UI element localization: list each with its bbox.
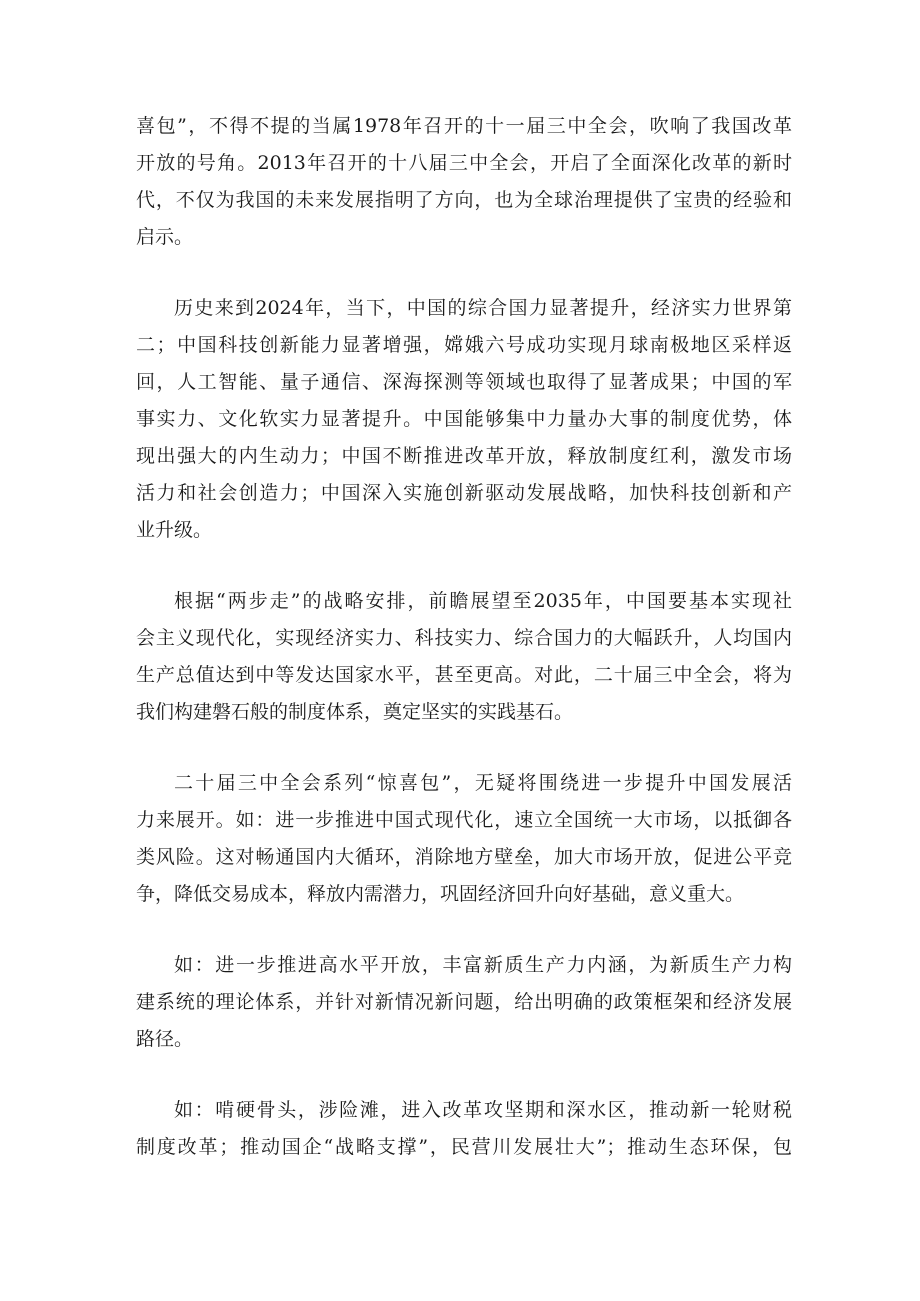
text-line: 路径。 <box>136 1028 194 1050</box>
document-body <box>136 108 792 1166</box>
paragraph-2 <box>136 290 792 549</box>
paragraph-4 <box>136 765 792 913</box>
text-line: 喜包”，不得不提的当属1978年召开的十一届三中全会，吹响了我国改革 <box>136 115 792 137</box>
text-line: 力来展开。如：进一步推进中国式现代化，速立全国统一大市场，以抵御各 <box>136 809 792 831</box>
text-line: 回，人工智能、量子通信、深海探测等领域也取得了显著成果；中国的军 <box>136 371 792 393</box>
text-line: 代，不仅为我国的未来发展指明了方向，也为全球治理提供了宝贵的经验和 <box>136 189 792 211</box>
text-line: 二十届三中全会系列“惊喜包”，无疑将围绕进一步提升中国发展活 <box>174 772 792 794</box>
text-line: 争，降低交易成本，释放内需潜力，巩固经济回升向好基础，意义重大。 <box>136 883 745 905</box>
text-line: 启示。 <box>136 226 194 248</box>
text-line: 业升级。 <box>136 519 213 541</box>
text-line: 会主义现代化，实现经济实力、科技实力、综合国力的大幅跃升，人均国内 <box>136 627 792 649</box>
text-line: 二；中国科技创新能力显著增强，嫦娥六号成功实现月球南极地区采样返 <box>136 334 792 356</box>
text-line: 现出强大的内生动力；中国不断推进改革开放，释放制度红利，激发市场 <box>136 445 792 467</box>
text-line: 如：啃硬骨头，涉险滩，进入改革攻坚期和深水区，推动新一轮财税 <box>174 1099 792 1121</box>
paragraph-5 <box>136 947 792 1058</box>
text-line: 我们构建磐石般的制度体系，奠定坚实的实践基石。 <box>136 701 574 723</box>
paragraph-1 <box>136 108 792 256</box>
text-line: 生产总值达到中等发达国家水平，甚至更高。对此，二十届三中全会，将为 <box>136 664 792 686</box>
text-line: 如：进一步推进高水平开放，丰富新质生产力内涵，为新质生产力构 <box>174 954 792 976</box>
text-line: 建系统的理论体系，并针对新情况新问题，给出明确的政策框架和经济发展 <box>136 991 792 1013</box>
paragraph-3 <box>136 583 792 731</box>
text-line: 开放的号角。2013年召开的十八届三中全会，开启了全面深化改革的新时 <box>136 152 792 174</box>
paragraph-6 <box>136 1092 792 1166</box>
text-line: 类风险。这对畅通国内大循环，消除地方壁垒，加大市场开放，促进公平竞 <box>136 846 792 868</box>
text-line: 活力和社会创造力；中国深入实施创新驱动发展战略，加快科技创新和产 <box>136 482 792 504</box>
text-line: 事实力、文化软实力显著提升。中国能够集中力量办大事的制度优势，体 <box>136 408 792 430</box>
text-line: 根据“两步走”的战略安排，前瞻展望至2035年，中国要基本实现社 <box>174 590 792 612</box>
text-line: 历史来到2024年，当下，中国的综合国力显著提升，经济实力世界第 <box>174 297 792 319</box>
text-line: 制度改革；推动国企“战略支撑”，民营川发展壮大”；推动生态环保，包 <box>136 1136 792 1158</box>
